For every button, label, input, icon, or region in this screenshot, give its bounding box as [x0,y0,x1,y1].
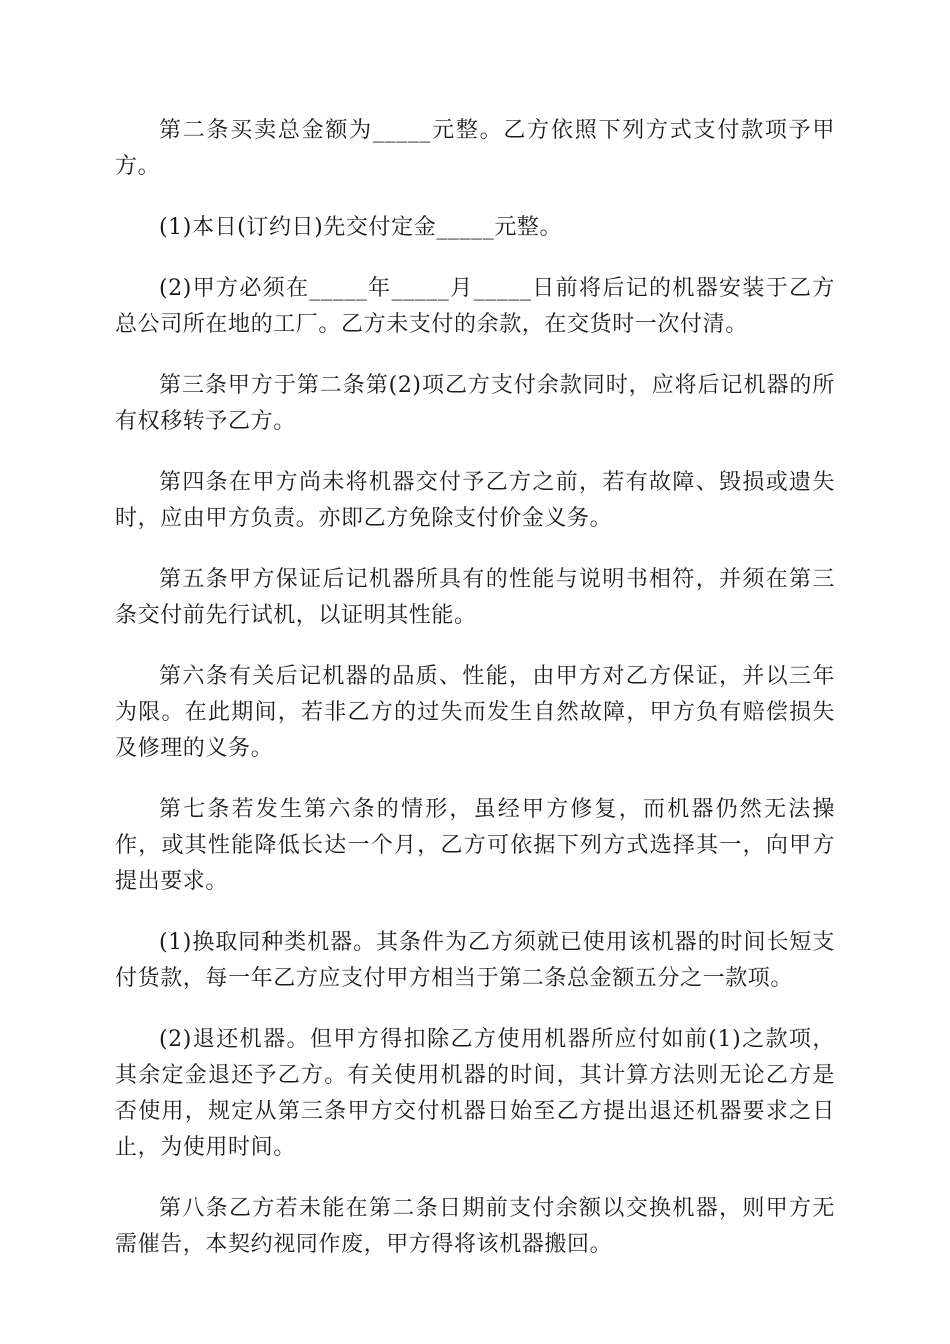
paragraph-article-2-item-1: (1)本日(订约日)先交付定金_____元整。 [159,215,563,240]
document-body [115,113,835,1288]
paragraph-article-4: 第四条在甲方尚未将机器交付予乙方之前，若有故障、毁损或遗失时，应由甲方负责。亦即乙方免除支付价金义务。 [115,470,835,531]
paragraph-article-7-item-2: (2)退还机器。但甲方得扣除乙方使用机器所应付如前(1)之款项，其余定金退还予乙方。有关使用机器的时间，其计算方法则无论乙方是否使用，规定从第三条甲方交付机器日始至乙方提出退还机器要求之日止，为使用时间。 [115,1027,835,1160]
paragraph-article-3: 第三条甲方于第二条第(2)项乙方支付余款同时，应将后记机器的所有权移转予乙方。 [115,373,835,434]
paragraph-article-2: 第二条买卖总金额为_____元整。乙方依照下列方式支付款项予甲方。 [115,118,835,179]
paragraph-article-7: 第七条若发生第六条的情形，虽经甲方修复，而机器仍然无法操作，或其性能降低长达一个月，乙方可依据下列方式选择其一，向甲方提出要求。 [115,797,835,894]
paragraph-article-8: 第八条乙方若未能在第二条日期前支付余额以交换机器，则甲方无需催告，本契约视同作废，甲方得将该机器搬回。 [115,1196,835,1257]
paragraph-article-6: 第六条有关后记机器的品质、性能，由甲方对乙方保证，并以三年为限。在此期间，若非乙方的过失而发生自然故障，甲方负有赔偿损失及修理的义务。 [115,664,835,761]
paragraph-article-2-item-2: (2)甲方必须在_____年_____月_____日前将后记的机器安装于乙方总公司所在地的工厂。乙方未支付的余款，在交货时一次付清。 [115,276,835,337]
paragraph-article-7-item-1: (1)换取同种类机器。其条件为乙方须就已使用该机器的时间长短支付货款，每一年乙方应支付甲方相当于第二条总金额五分之一款项。 [115,930,835,991]
paragraph-article-5: 第五条甲方保证后记机器所具有的性能与说明书相符，并须在第三条交付前先行试机，以证明其性能。 [115,567,835,628]
